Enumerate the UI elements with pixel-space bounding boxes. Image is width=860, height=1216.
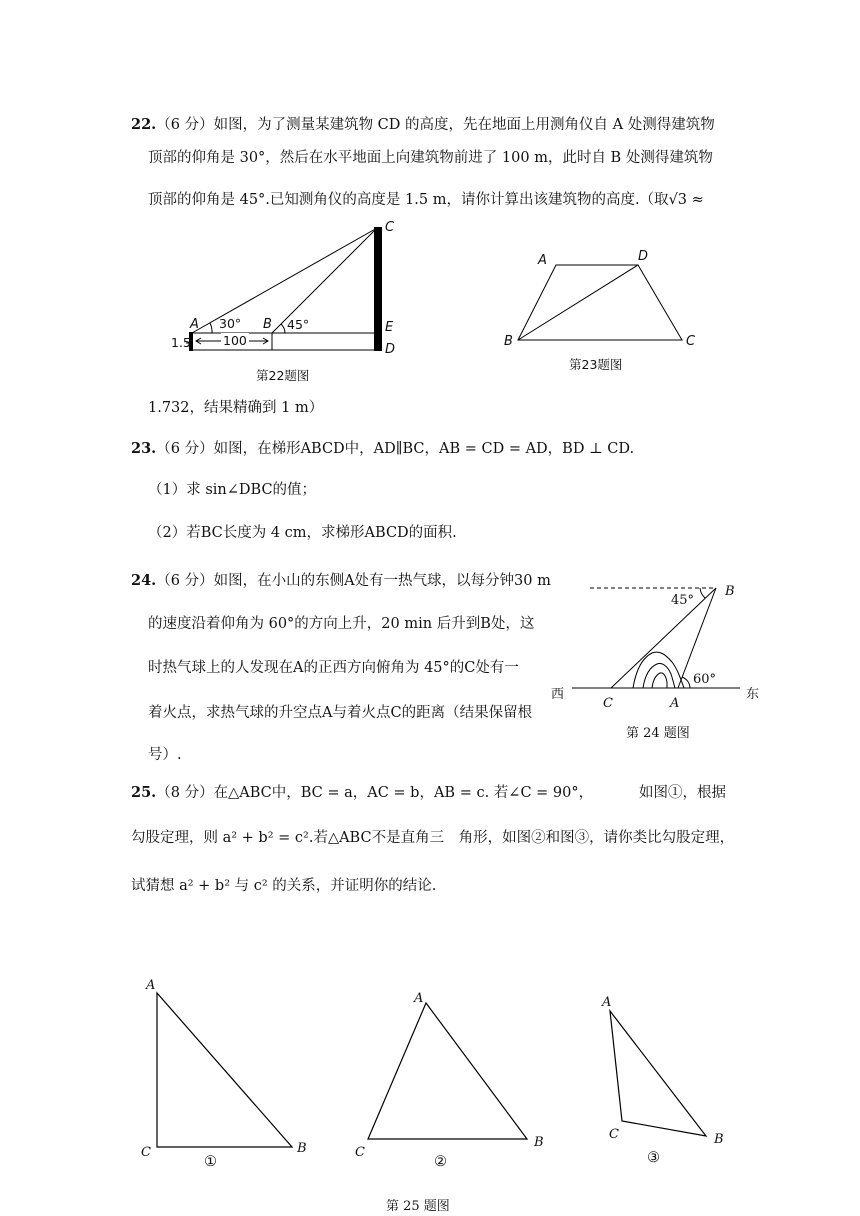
fig25-t3-label-c: C: [609, 1127, 619, 1142]
fig22-dist-label: 100: [223, 333, 247, 348]
q24-line4: 着火点，求热气球的升空点A与着火点C的距离（结果保留根: [148, 705, 533, 721]
fig25-t1-label-c: C: [141, 1145, 151, 1160]
fig25-t2-label-a: A: [414, 991, 424, 1006]
fig25-t1-label-a: A: [146, 978, 156, 993]
fig24-west: 西: [551, 687, 565, 702]
fig25-t3-label-a: A: [602, 995, 612, 1010]
fig22-label-e: E: [385, 320, 394, 335]
fig23-label-b: B: [504, 334, 513, 349]
fig25-t3-label-b: B: [714, 1132, 724, 1147]
fig25-t1-label-b: B: [297, 1141, 307, 1156]
q22-text-1: （6 分）如图，为了测量某建筑物 CD 的高度，先在地面上用测角仪自 A 处测得建筑物: [156, 117, 715, 133]
q22-line4: 1.732，结果精确到 1 m）: [148, 400, 324, 416]
q22-number: 22.: [131, 116, 157, 133]
fig25-triangle-1: [157, 993, 292, 1147]
fig23-label-d: D: [638, 249, 649, 264]
fig25-t2-label-c: C: [355, 1145, 365, 1160]
q23-part2: （2）若BC长度为 4 cm，求梯形ABCD的面积.: [148, 525, 457, 541]
fig22-label-a: A: [190, 317, 199, 332]
fig22-label-d: D: [385, 342, 396, 357]
q25-text-1a: （8 分）在△ABC中，BC = a，AC = b，AB = c. 若∠C = 90°，: [156, 785, 594, 801]
q23-text-1: （6 分）如图，在梯形ABCD中，AD∥BC，AB = CD = AD，BD ⊥ CD.: [156, 441, 635, 457]
fig24-label-a: A: [670, 696, 680, 711]
q23-part1: （1）求 sin∠DBC的值；: [148, 482, 317, 498]
q25-line1b: 如图①，根据: [639, 785, 726, 801]
fig22-angle-b: 45°: [287, 317, 310, 332]
q25-line3: 试猜想 a² + b² 与 c² 的关系，并证明你的结论.: [131, 878, 437, 894]
fig25-number-1: ①: [204, 1154, 217, 1170]
q25-line2: 勾股定理，则 a² + b² = c².若△ABC不是直角三 角形，如图②和图③，请你类比勾股定理，: [131, 830, 735, 846]
q24-number: 24.: [131, 572, 157, 589]
fig23-label-a: A: [538, 253, 547, 268]
q22-line2: 顶部的仰角是 30°，然后在水平地面上向建筑物前进了 100 m，此时自 B 处测得建筑物: [148, 150, 713, 166]
fig22-label-b: B: [263, 317, 272, 332]
fig24-angle45: 45°: [671, 593, 695, 608]
q24-line5: 号）.: [148, 747, 182, 763]
fig24-east: 东: [746, 687, 760, 702]
q22-text-3: 顶部的仰角是 45°.已知测角仪的高度是 1.5 m，请你计算出该建筑物的高度.（取: [148, 192, 669, 208]
q24-line3: 时热气球上的人发现在A的正西方向俯角为 45°的C处有一: [148, 660, 519, 676]
fig25-t2-label-b: B: [534, 1135, 544, 1150]
fig25-number-3: ③: [647, 1150, 660, 1166]
fig22-label-c: C: [385, 220, 395, 235]
q24-text-1: （6 分）如图，在小山的东侧A处有一热气球，以每分钟30 m: [156, 573, 551, 589]
q22-sqrt3: √3 ≈: [668, 192, 704, 208]
q25-number: 25.: [131, 784, 157, 801]
fig25-caption: 第 25 题图: [386, 1199, 450, 1214]
fig25-number-2: ②: [434, 1154, 447, 1170]
q23-number: 23.: [131, 440, 157, 457]
q24-line2: 的速度沿着仰角为 60°的方向上升，20 min 后升到B处，这: [148, 616, 535, 632]
fig22-height-label: 1.5: [171, 335, 191, 350]
fig24-label-b: B: [725, 584, 735, 599]
fig24-angle60: 60°: [693, 672, 717, 687]
fig22-caption: 第22题图: [256, 368, 310, 383]
fig23-caption: 第23题图: [569, 357, 623, 372]
fig23-label-c: C: [686, 334, 696, 349]
fig24-label-c: C: [603, 696, 613, 711]
fig25-triangle-3: [610, 1011, 706, 1136]
fig25-triangle-2: [368, 1003, 527, 1139]
fig22-angle-a: 30°: [219, 316, 242, 331]
fig24-caption: 第 24 题图: [626, 726, 690, 741]
